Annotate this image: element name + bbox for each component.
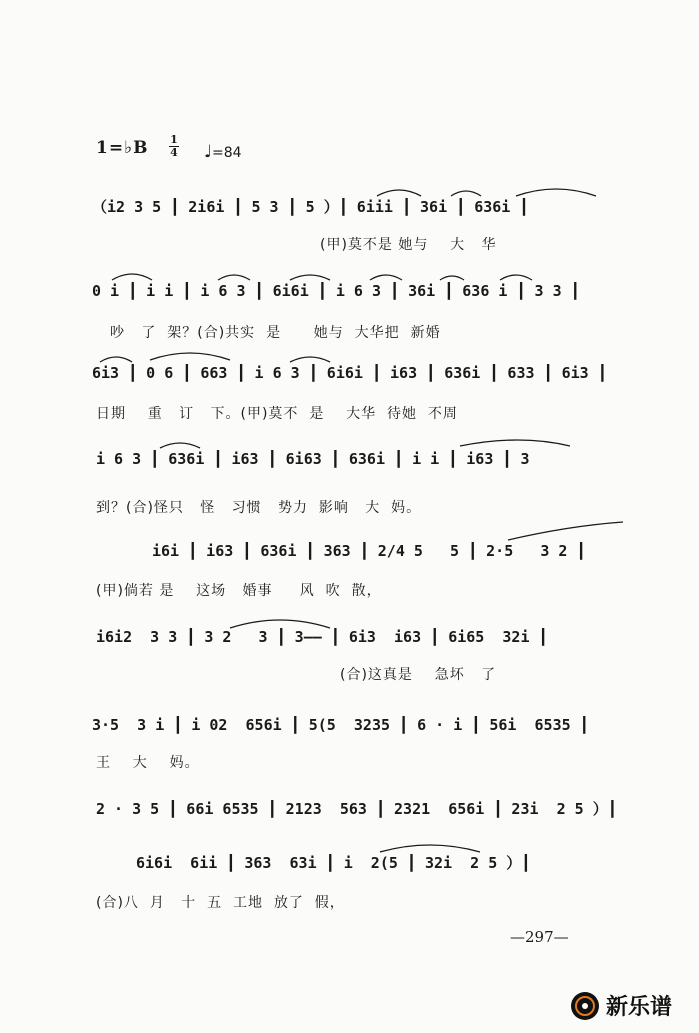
score-line-2: 0 i ┃ i i ┃ i 6 3 ┃ 6i6i ┃ i 6 3 ┃ 36i ┃ 636 i ┃ 3 3 ┃ — [92, 282, 580, 300]
lyric-line-6: (合)这真是 急坏 了 — [340, 667, 497, 683]
score-line-3: 6i3 ┃ 0 6 ┃ 663 ┃ i 6 3 ┃ 6i6i ┃ i63 ┃ 636i ┃ 633 ┃ 6i3 ┃ — [92, 364, 607, 382]
slur-arc — [290, 275, 330, 280]
slur-arc — [500, 275, 532, 280]
page-number: —297— — [510, 928, 569, 946]
score-line-9: 6i6i 6ii ┃ 363 63i ┃ i 2(5 ┃ 32i 2 5 ）┃ — [136, 854, 531, 872]
slur-arc — [460, 440, 570, 446]
score-line-7: 3·5 3 i ┃ i 02 656i ┃ 5(5 3235 ┃ 6 · i ┃ 56i 6535 ┃ — [92, 716, 589, 734]
watermark-text: 新乐谱 — [606, 995, 673, 1020]
slur-arc — [516, 189, 596, 196]
key-signature: 1=♭B — [96, 138, 149, 158]
slur-arc — [440, 276, 464, 280]
slur-arc — [218, 275, 250, 280]
slur-arc — [230, 620, 330, 628]
score-line-5: i6i ┃ i63 ┃ 636i ┃ 363 ┃ 2/4 5 5 ┃ 2·5 3 2 ┃ — [152, 542, 586, 560]
time-denominator: 4 — [170, 146, 178, 159]
lyric-line-5: (甲)倘若 是 这场 婚事 风 吹 散， — [96, 583, 382, 599]
slur-arc — [380, 845, 480, 852]
time-signature — [168, 134, 180, 159]
tempo-value: =84 — [212, 145, 242, 161]
slur-arc — [100, 357, 132, 362]
slur-arc — [150, 353, 230, 360]
score-line-6: i6i2 3 3 ┃ 3 2 3 ┃ 3—— ┃ 6i3 i63 ┃ 6i65 32i ┃ — [96, 628, 548, 646]
lyric-line-9: (合)八 月 十 五 工地 放了 假， — [96, 895, 345, 911]
lyric-line-1: (甲)莫不是 她与 大 华 — [320, 237, 497, 253]
record-disc-icon — [570, 991, 600, 1021]
slur-arc — [370, 275, 402, 280]
lyric-line-2: 吵 了 架？(合)共实 是 她与 大华把 新婚 — [110, 325, 441, 341]
quarter-note-icon: ♩ — [204, 142, 213, 162]
score-line-8: 2 · 3 5 ┃ 66i 6535 ┃ 2123 563 ┃ 2321 656i ┃ 23i 2 5 ）┃ — [96, 800, 617, 818]
tempo-marking — [204, 142, 242, 162]
slur-arc — [508, 522, 623, 540]
slur-arc — [290, 357, 330, 362]
slur-arc — [112, 274, 152, 280]
lyric-line-4: 到？(合)怪只 怪 习惯 势力 影响 大 妈。 — [96, 500, 422, 516]
score-line-4: i 6 3 ┃ 636i ┃ i63 ┃ 6i63 ┃ 636i ┃ i i ┃ i63 ┃ 3 — [96, 450, 530, 468]
lyric-line-3: 日期 重 订 下。(甲)莫不 是 大华 待她 不周 — [96, 406, 458, 422]
slur-arc — [160, 443, 200, 448]
score-line-1: （i2 3 5 ┃ 2i6i ┃ 5 3 ┃ 5 ）┃ 6iii ┃ 36i ┃ 636i ┃ — [92, 198, 529, 216]
lyric-line-7: 王 大 妈。 — [96, 755, 200, 771]
watermark-logo — [570, 990, 672, 1021]
time-numerator: 1 — [170, 133, 178, 146]
